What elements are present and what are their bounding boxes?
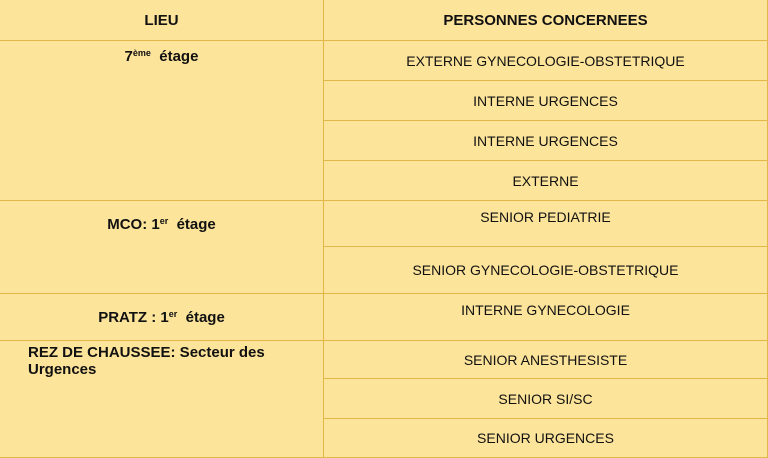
- table-row: [324, 294, 768, 341]
- header-lieu-label: LIEU: [144, 11, 179, 29]
- personne-label: INTERNE GYNECOLOGIE: [461, 302, 630, 318]
- personne-label: EXTERNE: [512, 172, 579, 189]
- table-row: [324, 419, 768, 458]
- table-row: [324, 81, 768, 121]
- table-row: [324, 341, 768, 379]
- table-row: [324, 247, 768, 294]
- personne-label: INTERNE URGENCES: [473, 132, 618, 149]
- lieu-rest: étage: [176, 216, 216, 233]
- personne-label: SENIOR PEDIATRIE: [480, 209, 611, 225]
- table-row: [324, 379, 768, 419]
- lieu-text: REZ DE CHAUSSEE: Secteur des Urgences: [28, 344, 265, 378]
- lieu-rest: étage: [159, 48, 199, 65]
- lieu-sup: er: [159, 216, 169, 226]
- header-personnes-label: PERSONNES CONCERNEES: [443, 11, 648, 29]
- personne-label: SENIOR URGENCES: [477, 430, 614, 446]
- lieu-cell-rez-de-chaussee: [0, 341, 324, 458]
- lieu-rest: étage: [185, 309, 225, 326]
- lieu-cell-mco: [0, 201, 324, 294]
- lieu-sup: ème: [132, 48, 151, 58]
- personne-label: SENIOR GYNECOLOGIE-OBSTETRIQUE: [412, 262, 679, 278]
- lieu-cell-7eme: [0, 41, 324, 201]
- header-personnes: [324, 0, 768, 41]
- personne-label: EXTERNE GYNECOLOGIE-OBSTETRIQUE: [406, 52, 685, 69]
- lieu-main: PRATZ : 1: [98, 309, 169, 326]
- lieu-main: 7: [124, 48, 133, 65]
- lieu-cell-pratz: [0, 294, 324, 341]
- personne-label: SENIOR ANESTHESISTE: [463, 351, 628, 368]
- lieu-sup: er: [168, 309, 178, 319]
- table-row: [324, 201, 768, 247]
- header-lieu: [0, 0, 324, 41]
- lieu-main: MCO: 1: [107, 216, 160, 233]
- personne-label: INTERNE URGENCES: [473, 92, 618, 109]
- table-row: [324, 161, 768, 201]
- personne-label: SENIOR SI/SC: [498, 390, 593, 407]
- table-row: [324, 121, 768, 161]
- table-row: [324, 41, 768, 81]
